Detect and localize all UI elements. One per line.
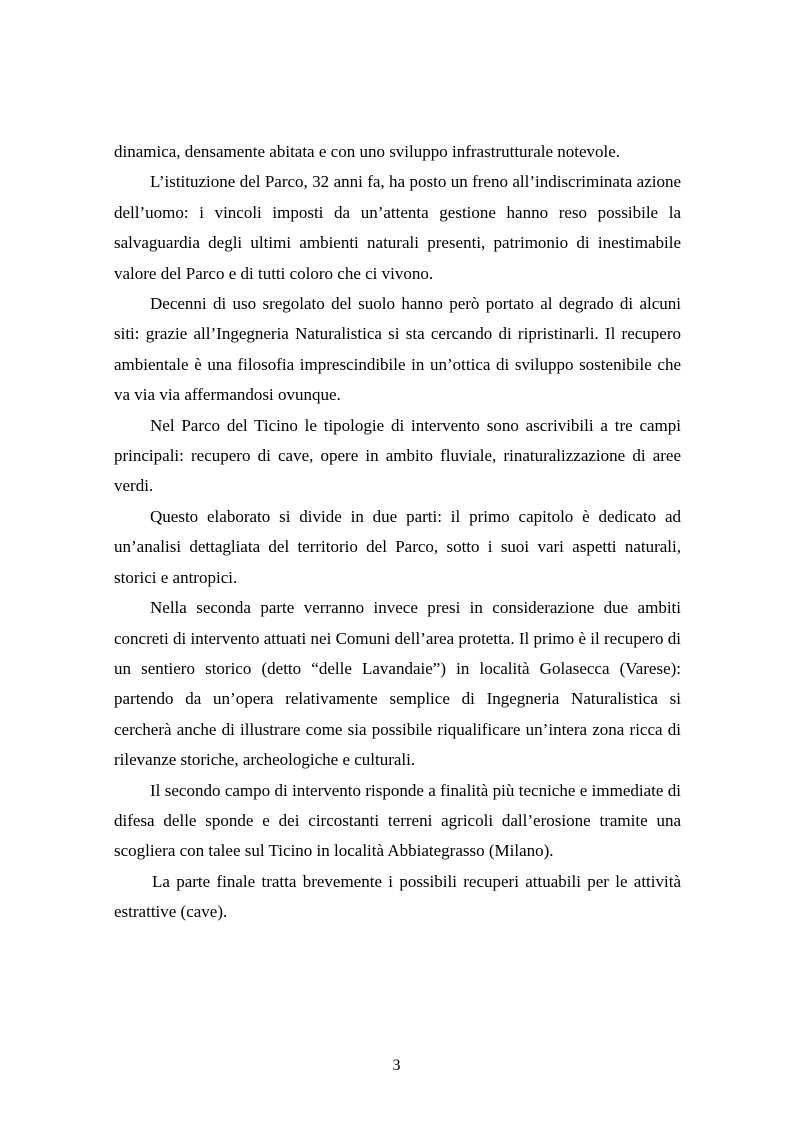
paragraph-intervention-types: Nel Parco del Ticino le tipologie di intervento sono ascrivibili a tre campi principali: recupero di cave, opere in ambito fluviale, rinaturalizzazione di aree verdi. bbox=[114, 415, 681, 496]
paragraph-park-institution: L’istituzione del Parco, 32 anni fa, ha posto un freno all’indiscriminata azione dell’uomo: i vincoli imposti da un’attenta gestione hanno reso possibile la salvaguardia degli ultimi ambienti naturali presenti, patrimonio di inestimabile valore del Parco e di tutti coloro che ci vivono. bbox=[114, 172, 681, 283]
paragraph-second-intervention: Il secondo campo di intervento risponde a finalità più tecniche e immediate di difesa delle sponde e dei circostanti terreni agricoli dall’erosione tramite una scogliera con talee sul Ticino in località Abbiategrasso (Milano). bbox=[114, 780, 681, 861]
paragraph-continuation: dinamica, densamente abitata e con uno sviluppo infrastrutturale notevole. bbox=[114, 142, 621, 161]
page-number: 3 bbox=[392, 1057, 401, 1074]
paragraph-second-part: Nella seconda parte verranno invece presi in considerazione due ambiti concreti di intervento attuati nei Comuni dell’area protetta. Il primo è il recupero di un sentiero storico (detto “delle Lavandaie”) in località Golasecca (Varese): partendo da un’opera relativamente semplice di Ingegneria Naturalistica si cercherà anche di illustrare come sia possibile riqualificare un’intera zona ricca di rilevanze storiche, archeologiche e culturali. bbox=[114, 598, 681, 770]
paragraph-soil-degradation: Decenni di uso sregolato del suolo hanno però portato al degrado di alcuni siti: grazie all’Ingegneria Naturalistica si sta cercando di ripristinarli. Il recupero ambientale è una filosofia imprescindibile in un’ottica di sviluppo sostenibile che va via via affermandosi ovunque. bbox=[114, 294, 681, 405]
body-text bbox=[114, 137, 681, 928]
paragraph-document-structure: Questo elaborato si divide in due parti: il primo capitolo è dedicato ad un’analisi dettagliata del territorio del Parco, sotto i suoi vari aspetti naturali, storici e antropici. bbox=[114, 506, 681, 587]
paragraph-final-part: La parte finale tratta brevemente i possibili recuperi attuabili per le attività estrattive (cave). bbox=[114, 871, 681, 922]
